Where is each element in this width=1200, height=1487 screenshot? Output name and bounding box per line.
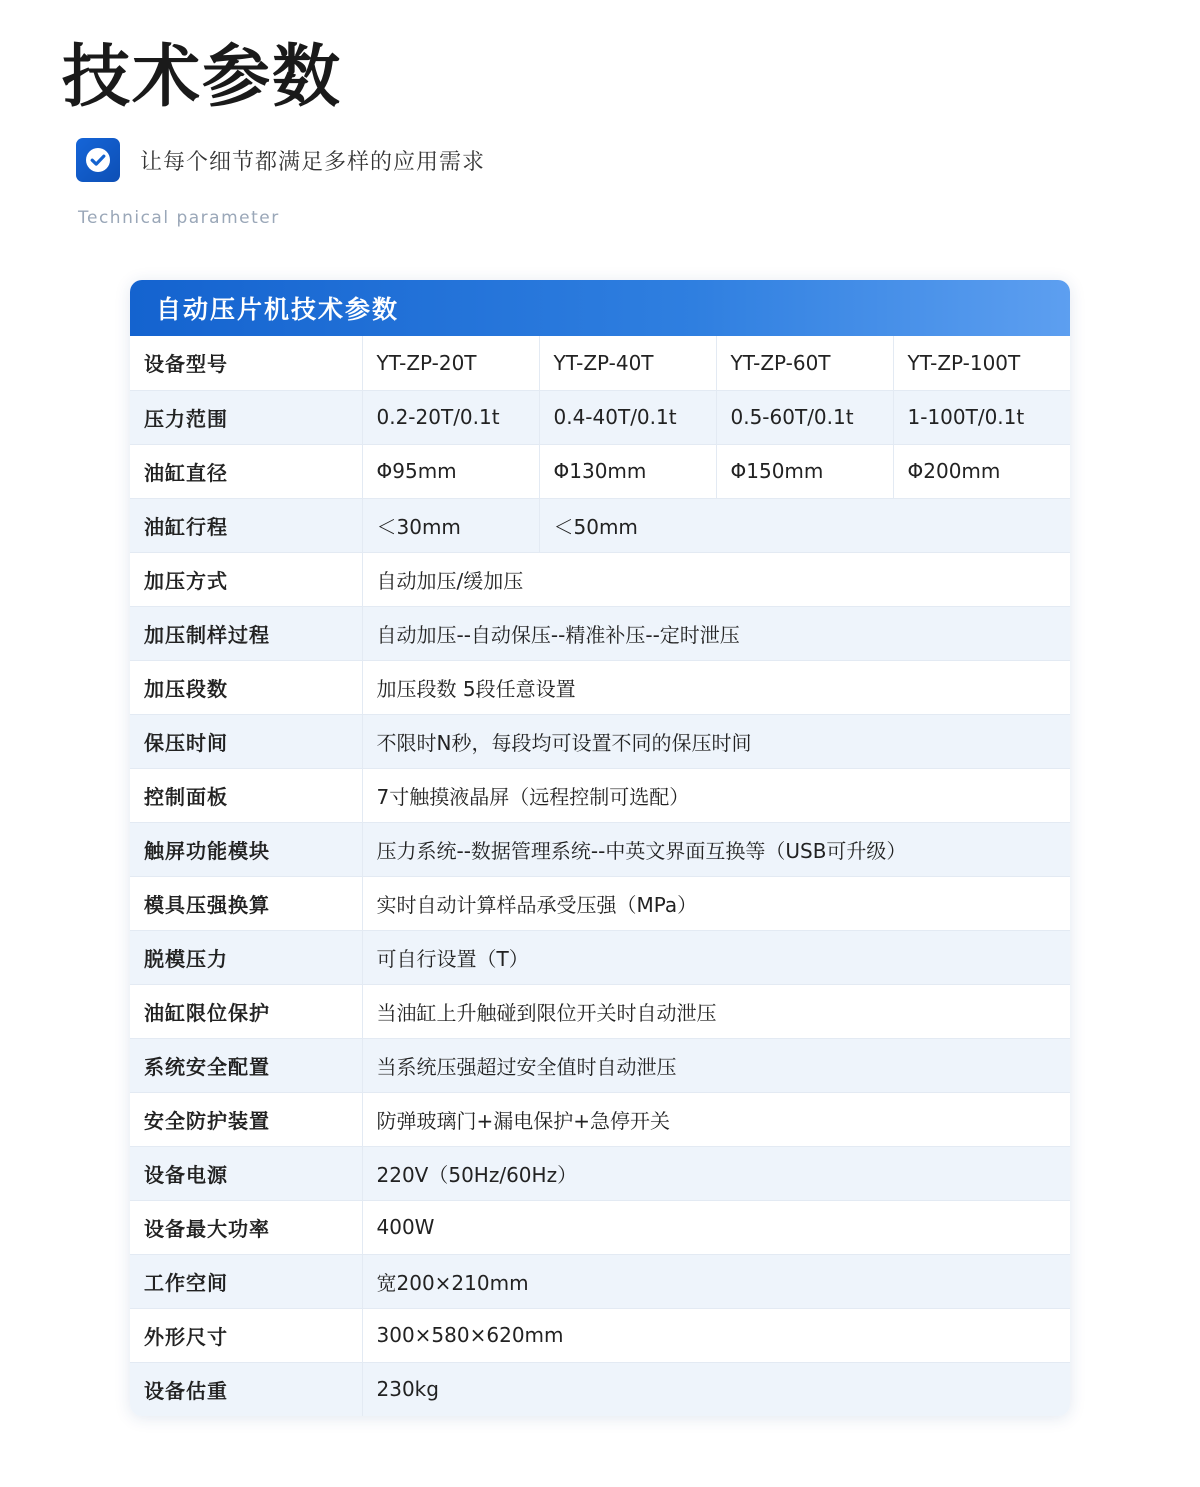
page-subtitle: 让每个细节都满足多样的应用需求 <box>140 148 486 174</box>
row-value: YT-ZP-40T <box>539 336 716 390</box>
english-subtitle: Technical parameter <box>78 208 280 229</box>
row-value: Φ130mm <box>539 444 716 498</box>
row-value: 300×580×620mm <box>362 1308 1070 1362</box>
row-label: 设备最大功率 <box>130 1200 362 1254</box>
table-row <box>130 444 1070 498</box>
row-value: Φ95mm <box>362 444 539 498</box>
row-value: 可自行设置（T） <box>362 930 1070 984</box>
row-value: YT-ZP-100T <box>893 336 1070 390</box>
row-value: Φ150mm <box>716 444 893 498</box>
row-label: 油缸限位保护 <box>130 984 362 1038</box>
row-value: 实时自动计算样品承受压强（MPa） <box>362 876 1070 930</box>
row-value: 压力系统--数据管理系统--中英文界面互换等（USB可升级） <box>362 822 1070 876</box>
table-row <box>130 336 1070 390</box>
row-value: 7寸触摸液晶屏（远程控制可选配） <box>362 768 1070 822</box>
table-row <box>130 390 1070 444</box>
row-label: 控制面板 <box>130 768 362 822</box>
row-label: 触屏功能模块 <box>130 822 362 876</box>
row-value: 0.5-60T/0.1t <box>716 390 893 444</box>
row-value: 加压段数 5段任意设置 <box>362 660 1070 714</box>
row-value: 防弹玻璃门+漏电保护+急停开关 <box>362 1092 1070 1146</box>
table-row <box>130 660 1070 714</box>
spec-table <box>130 336 1070 1416</box>
row-value: 当油缸上升触碰到限位开关时自动泄压 <box>362 984 1070 1038</box>
row-value: ＜50mm <box>539 498 1070 552</box>
row-value: 1-100T/0.1t <box>893 390 1070 444</box>
table-row <box>130 498 1070 552</box>
table-row <box>130 1254 1070 1308</box>
row-value: 自动加压/缓加压 <box>362 552 1070 606</box>
row-value: 0.4-40T/0.1t <box>539 390 716 444</box>
row-value: YT-ZP-60T <box>716 336 893 390</box>
row-value: ＜30mm <box>362 498 539 552</box>
table-row <box>130 1200 1070 1254</box>
row-value: 自动加压--自动保压--精准补压--定时泄压 <box>362 606 1070 660</box>
row-value: 230kg <box>362 1362 1070 1416</box>
table-row <box>130 606 1070 660</box>
page-header <box>0 0 1200 228</box>
row-label: 压力范围 <box>130 390 362 444</box>
table-row <box>130 552 1070 606</box>
row-label: 油缸直径 <box>130 444 362 498</box>
row-value: 220V（50Hz/60Hz） <box>362 1146 1070 1200</box>
row-label: 保压时间 <box>130 714 362 768</box>
table-row <box>130 984 1070 1038</box>
check-circle-icon <box>76 138 120 182</box>
table-row <box>130 714 1070 768</box>
row-label: 脱模压力 <box>130 930 362 984</box>
row-value: YT-ZP-20T <box>362 336 539 390</box>
row-label: 工作空间 <box>130 1254 362 1308</box>
page-title: 技术参数 <box>62 39 343 115</box>
row-label: 模具压强换算 <box>130 876 362 930</box>
table-row <box>130 1362 1070 1416</box>
row-value: 0.2-20T/0.1t <box>362 390 539 444</box>
table-row <box>130 822 1070 876</box>
table-row <box>130 876 1070 930</box>
row-value: 当系统压强超过安全值时自动泄压 <box>362 1038 1070 1092</box>
row-value: Φ200mm <box>893 444 1070 498</box>
row-label: 设备估重 <box>130 1362 362 1416</box>
row-label: 加压方式 <box>130 552 362 606</box>
row-label: 设备电源 <box>130 1146 362 1200</box>
subtitle-row <box>62 138 1200 182</box>
table-row <box>130 768 1070 822</box>
table-row <box>130 1038 1070 1092</box>
row-label: 加压段数 <box>130 660 362 714</box>
spec-table-caption: 自动压片机技术参数 <box>130 280 1070 336</box>
row-label: 油缸行程 <box>130 498 362 552</box>
table-row <box>130 1146 1070 1200</box>
row-label: 加压制样过程 <box>130 606 362 660</box>
row-value: 400W <box>362 1200 1070 1254</box>
table-row <box>130 1092 1070 1146</box>
row-value: 不限时N秒，每段均可设置不同的保压时间 <box>362 714 1070 768</box>
spec-table-card <box>130 280 1070 1416</box>
row-label: 外形尺寸 <box>130 1308 362 1362</box>
row-label: 设备型号 <box>130 336 362 390</box>
row-label: 系统安全配置 <box>130 1038 362 1092</box>
row-label: 安全防护装置 <box>130 1092 362 1146</box>
table-row <box>130 930 1070 984</box>
row-value: 宽200×210mm <box>362 1254 1070 1308</box>
table-row <box>130 1308 1070 1362</box>
